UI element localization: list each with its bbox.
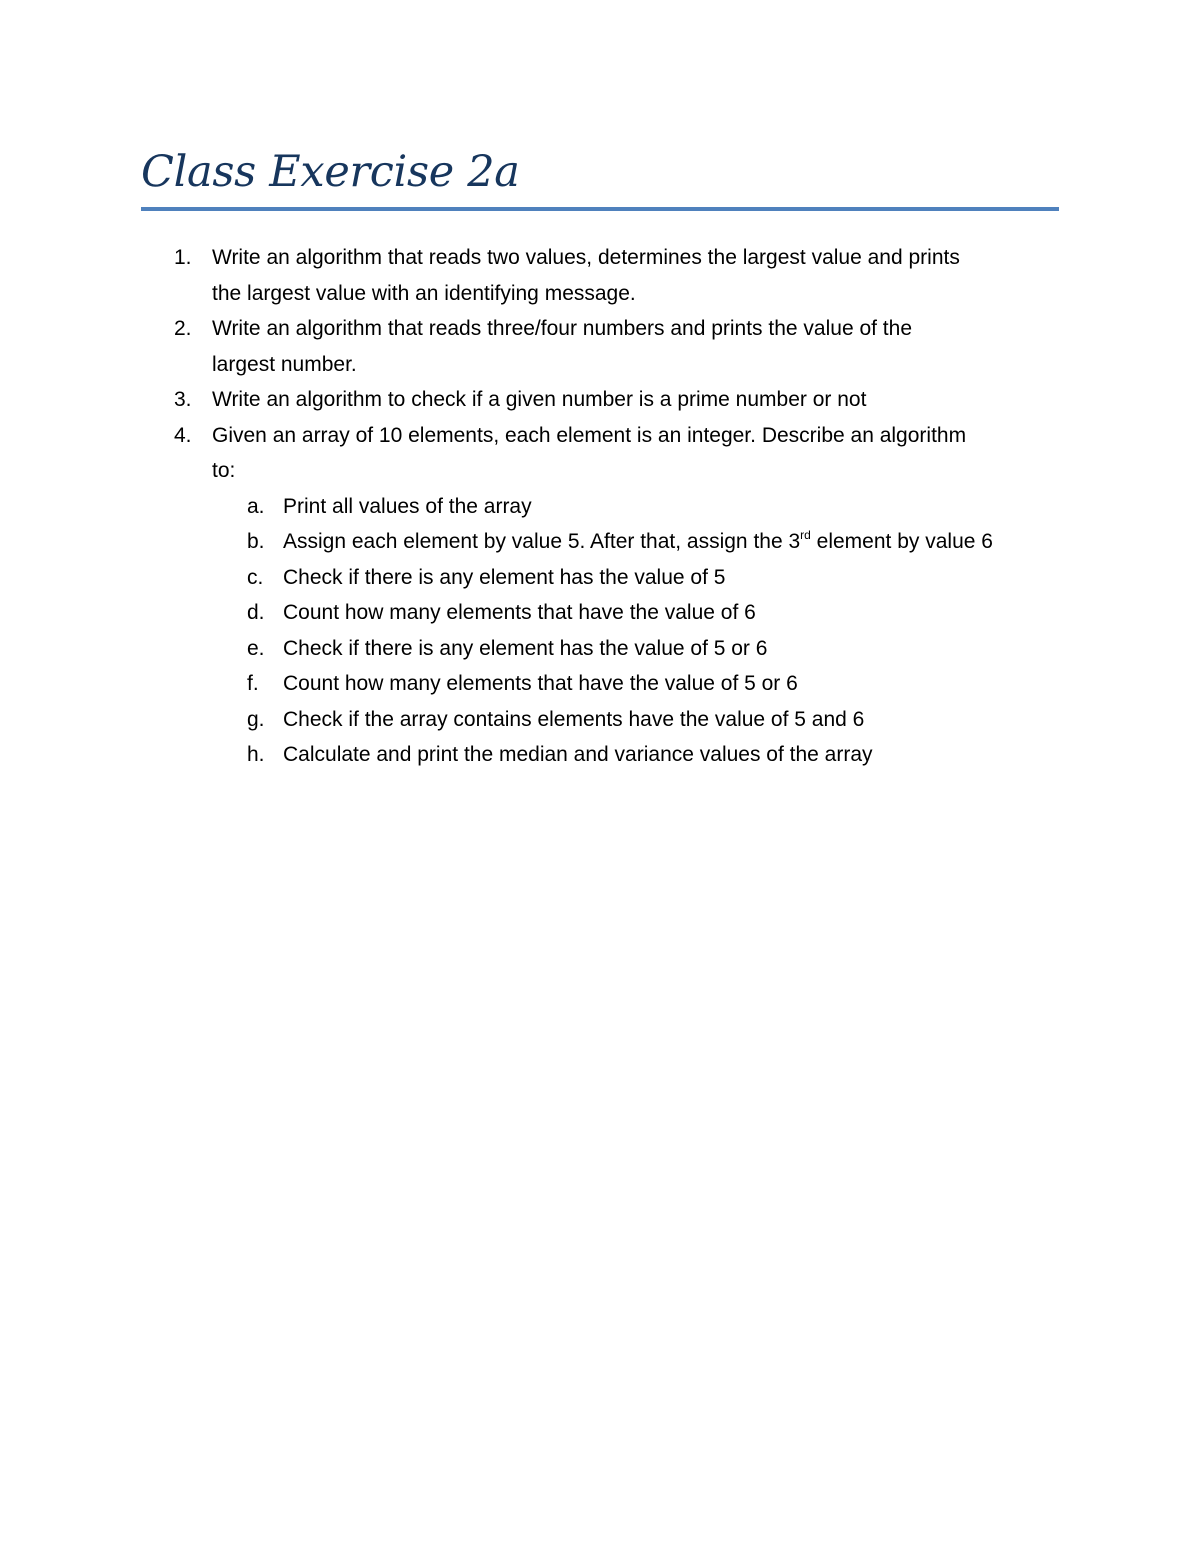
sub-item-letter: g. xyxy=(247,707,265,731)
sub-item-letter: e. xyxy=(247,636,265,660)
sub-item-letter: c. xyxy=(247,565,264,589)
sub-item-text: Check if the array contains elements have the value of 5 and 6 xyxy=(283,707,865,731)
ordinal-superscript: rd xyxy=(800,528,811,542)
list-item xyxy=(0,240,1200,311)
sub-item-text: Count how many elements that have the value of 6 xyxy=(283,601,756,624)
sub-item-letter: a. xyxy=(247,494,265,518)
item-text-line: to: xyxy=(212,459,236,482)
item-text-line: Given an array of 10 elements, each element is an integer. Describe an algorithm xyxy=(212,423,967,447)
sub-list-item xyxy=(0,595,1200,631)
sub-list-item xyxy=(0,702,1200,738)
item-text-line: Write an algorithm that reads three/four numbers and prints the value of the xyxy=(212,317,912,340)
sub-item-text xyxy=(283,524,1123,560)
sub-item-letter: h. xyxy=(247,743,265,766)
item-number: 2. xyxy=(174,317,192,340)
sub-item-text: Print all values of the array xyxy=(283,494,532,518)
item-number: 1. xyxy=(174,246,192,269)
list-item xyxy=(0,311,1200,382)
item-text-line: largest number. xyxy=(212,352,357,376)
sub-list-item xyxy=(0,489,1200,525)
sub-item-text: Check if there is any element has the value of 5 xyxy=(283,565,726,589)
sub-item-letter: b. xyxy=(247,530,265,553)
sub-item-letter: f. xyxy=(247,672,259,695)
sub-item-text: Check if there is any element has the value of 5 or 6 xyxy=(283,636,768,660)
list-item xyxy=(0,418,1200,773)
item-text-line: Write an algorithm to check if a given number is a prime number or not xyxy=(212,388,867,411)
sub-item-text-before: Assign each element by value 5. After that, assign the 3 xyxy=(283,530,801,553)
sub-list-item xyxy=(0,666,1200,702)
sub-list-item xyxy=(0,560,1200,596)
sub-item-text: Count how many elements that have the value of 5 or 6 xyxy=(283,672,798,695)
item-text-line: Write an algorithm that reads two values, determines the largest value and prints xyxy=(212,246,960,269)
title-underline xyxy=(141,207,1059,211)
item-text-line: the largest value with an identifying message. xyxy=(212,281,636,305)
exercise-list xyxy=(0,240,1200,773)
sub-list-item xyxy=(0,631,1200,667)
sub-list-item xyxy=(0,737,1200,773)
sub-item-text-after: element by value 6 xyxy=(810,530,993,553)
page-title: Class Exercise 2a xyxy=(141,147,520,197)
item-number: 4. xyxy=(174,423,192,447)
sub-item-letter: d. xyxy=(247,601,265,624)
list-item xyxy=(0,382,1200,418)
item-number: 3. xyxy=(174,388,192,411)
sub-list-item xyxy=(0,524,1200,560)
sub-item-text: Calculate and print the median and variance values of the array xyxy=(283,743,873,766)
